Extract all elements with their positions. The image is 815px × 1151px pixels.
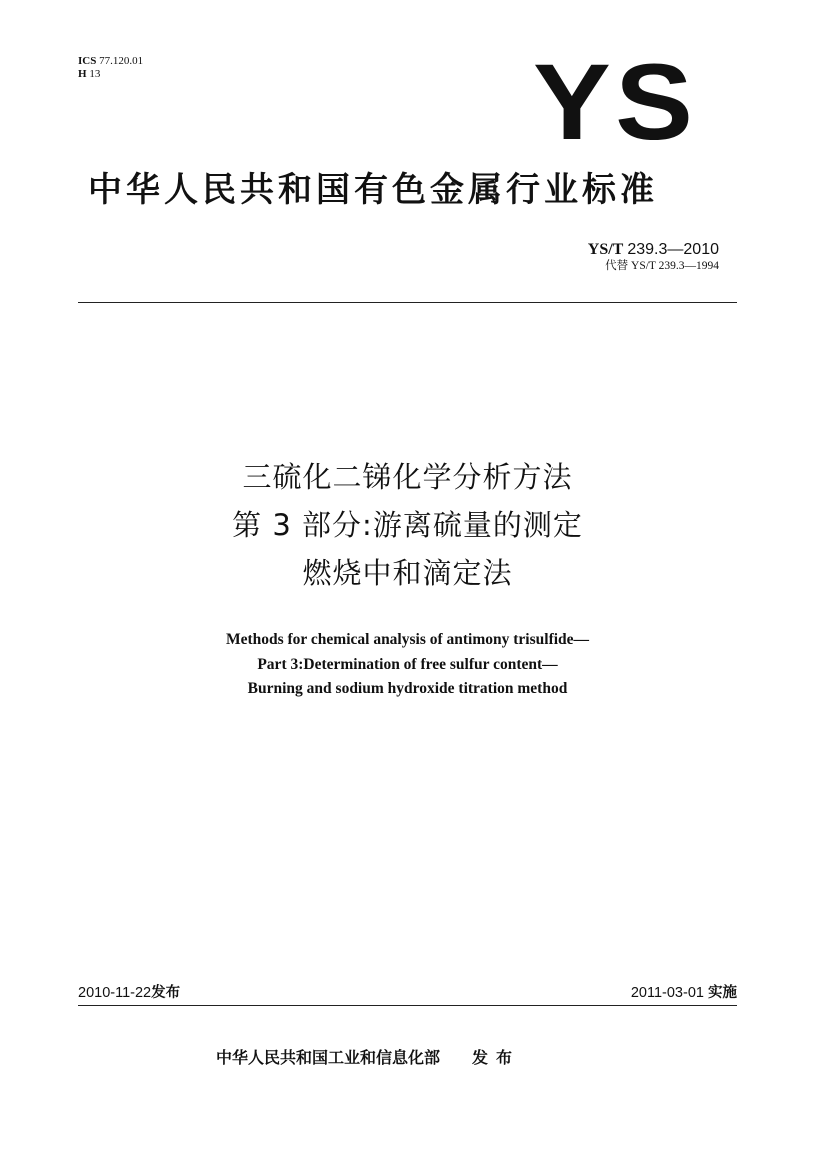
english-title-line-2: Part 3:Determination of free sulfur content— — [257, 655, 558, 673]
classification-codes — [78, 55, 143, 81]
english-title-line-1: Methods for chemical analysis of antimony trisulfide— — [225, 631, 590, 648]
chinese-title-line-3: 燃烧中和滴定法 — [302, 556, 513, 590]
ccs-label: H — [78, 68, 87, 80]
ics-code — [78, 55, 143, 68]
issue-date-label: 发布 — [151, 985, 181, 1001]
ics-label: ICS — [78, 55, 97, 67]
standard-code — [588, 240, 719, 259]
chinese-title-line-2: 第 3 部分:游离硫量的测定 — [232, 508, 583, 542]
standard-code-number: 239.3—2010 — [627, 241, 719, 258]
issuing-authority — [216, 1047, 520, 1069]
ys-logo: YS — [533, 41, 698, 162]
standard-number-block — [588, 240, 719, 273]
issue-date-value: 2010-11-22 — [78, 985, 152, 1001]
ics-value: 77.120.01 — [99, 55, 144, 67]
issuer-name: 中华人民共和国工业和信息化部 — [216, 1048, 441, 1067]
ccs-code — [78, 68, 143, 81]
issue-date — [78, 984, 180, 1002]
implementation-date-label: 实施 — [708, 985, 737, 1001]
implementation-date — [631, 984, 737, 1002]
chinese-title-line-1: 三硫化二锑化学分析方法 — [242, 460, 573, 494]
issuer-action: 发布 — [472, 1048, 521, 1067]
replaces-standard: 代替 YS/T 239.3—1994 — [605, 260, 719, 272]
ccs-value: 13 — [89, 68, 101, 80]
header-divider — [78, 302, 737, 303]
standard-category-title: 中华人民共和国有色金属行业标准 — [88, 170, 658, 210]
english-title — [0, 628, 815, 702]
footer-divider — [78, 1005, 737, 1006]
chinese-title — [0, 453, 815, 597]
implementation-date-value: 2011-03-01 — [630, 985, 704, 1001]
english-title-line-3: Burning and sodium hydroxide titration method — [247, 680, 568, 697]
standard-code-prefix: YS/T — [587, 241, 624, 258]
